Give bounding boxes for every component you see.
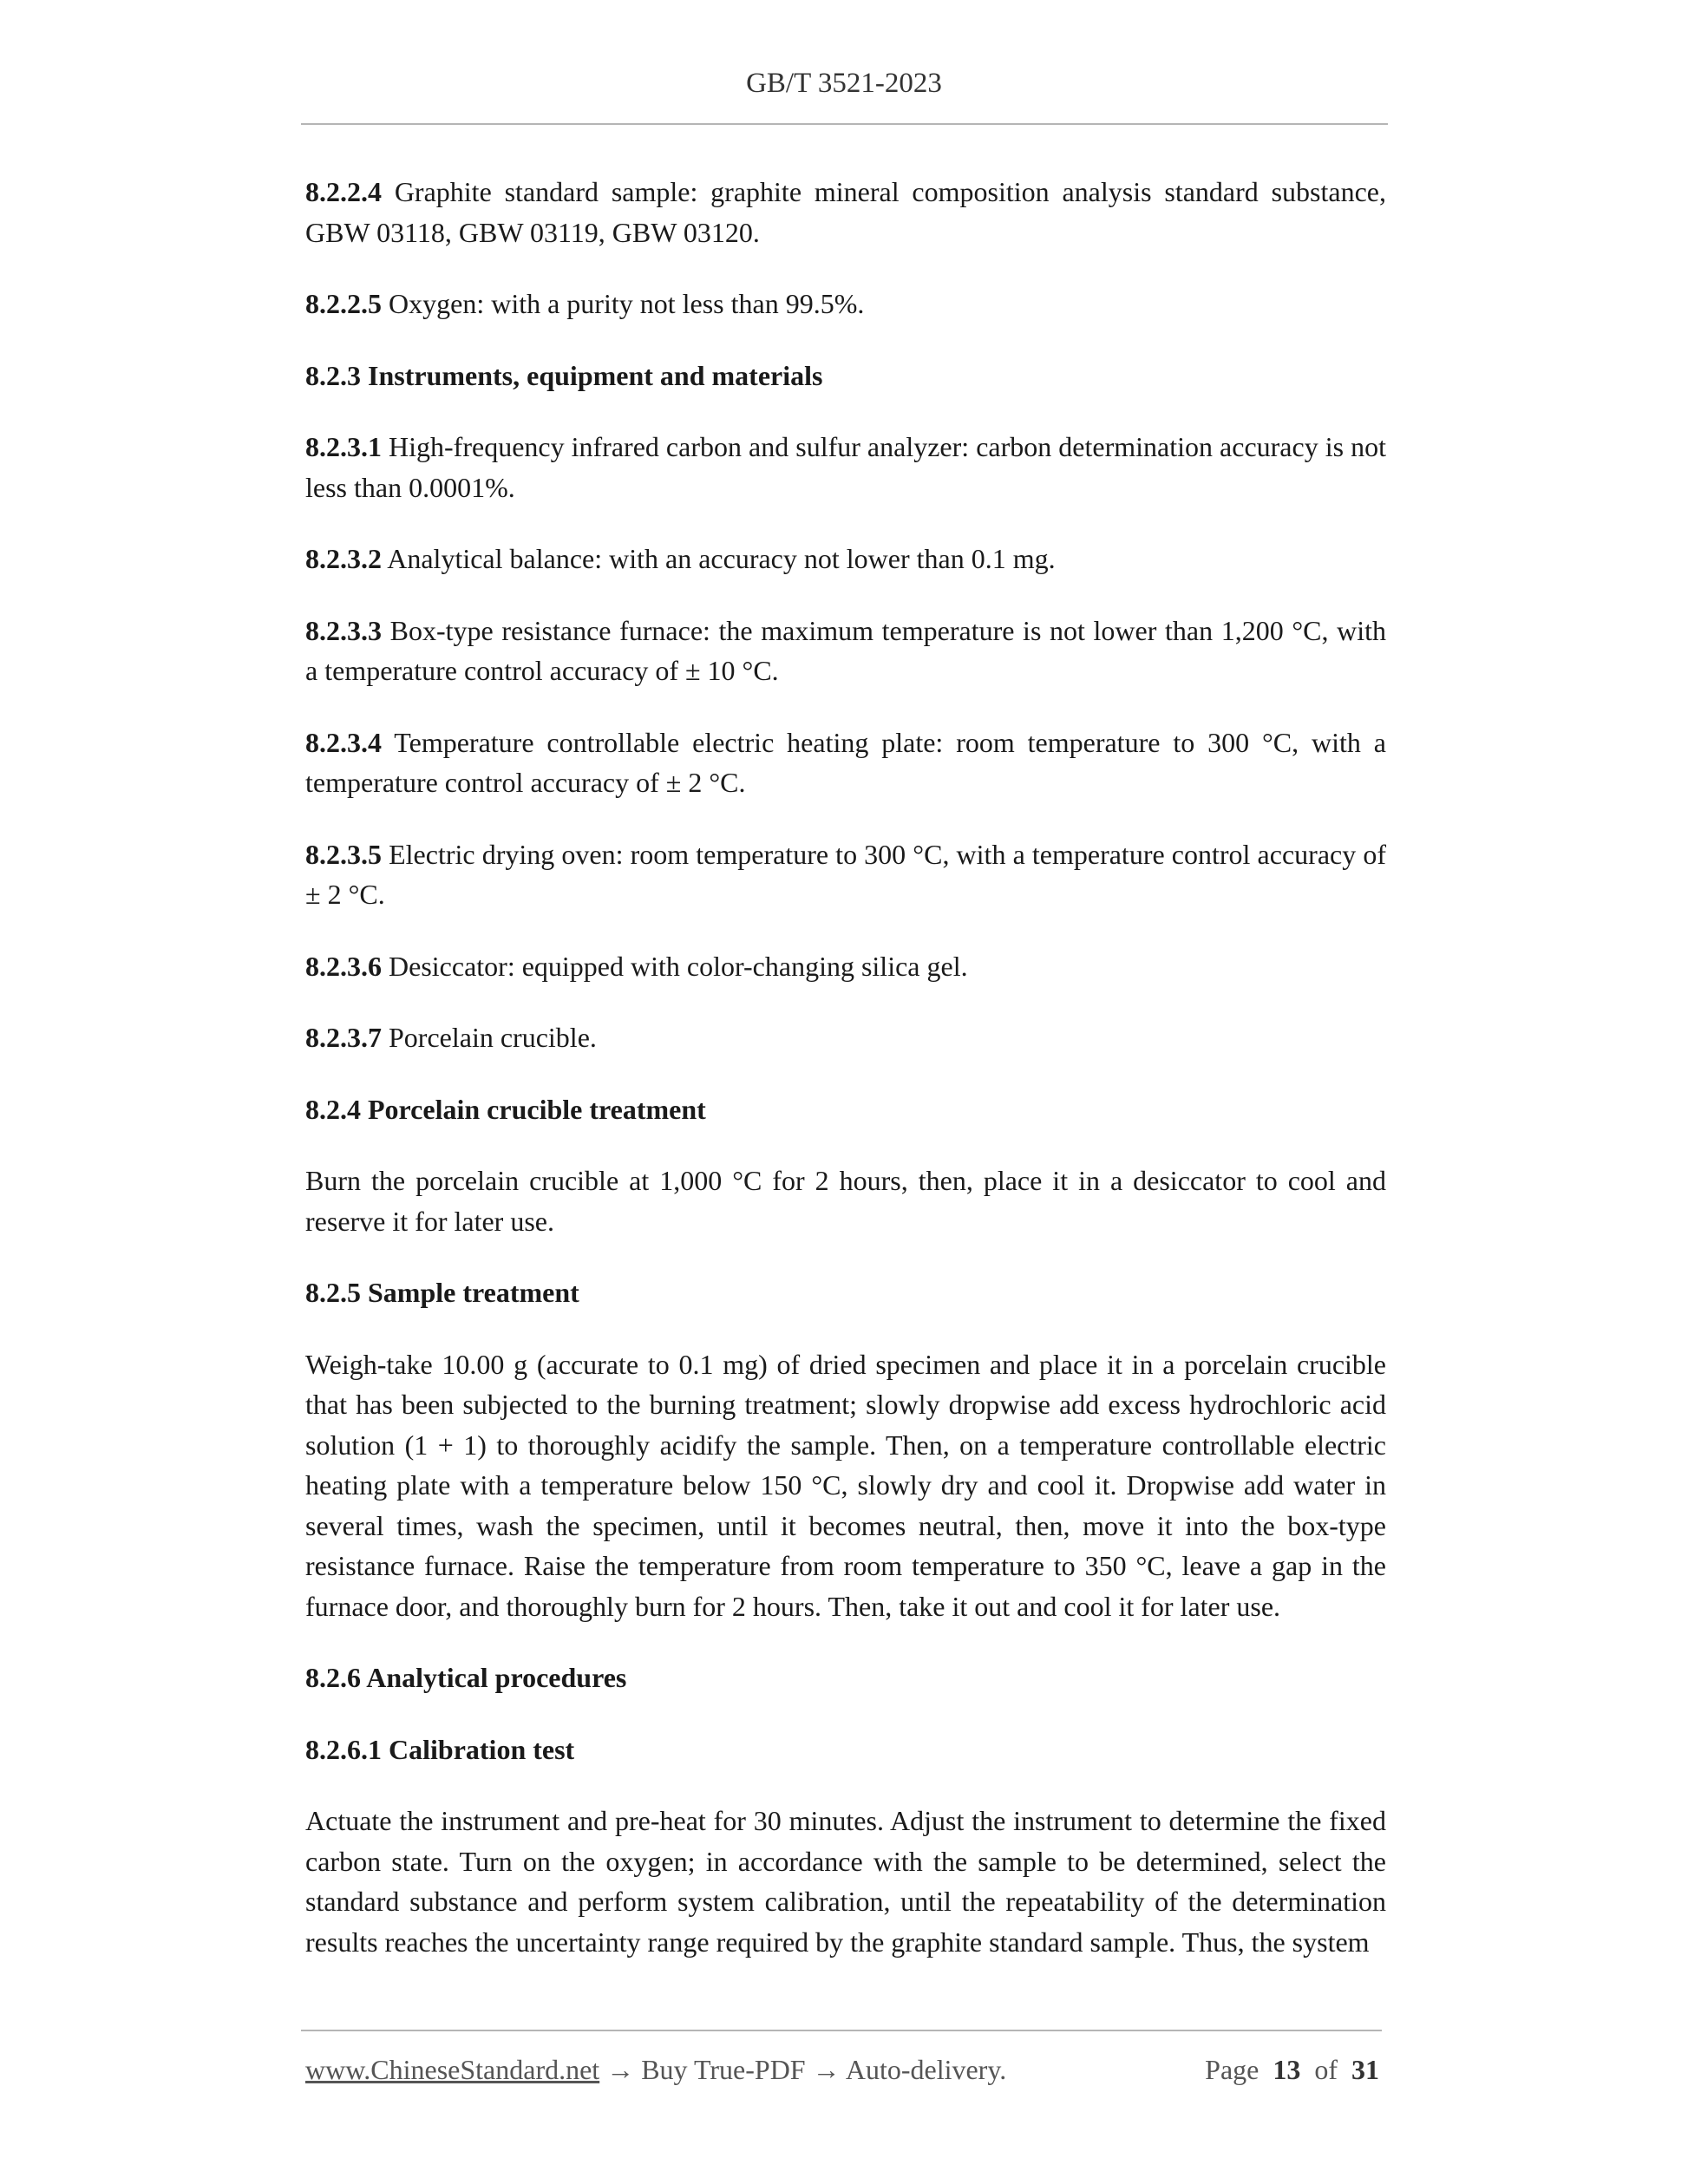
clause-text: Porcelain crucible. — [382, 1022, 597, 1053]
clause-number: 8.2.3.3 — [305, 614, 382, 646]
clause-number: 8.2.2.5 — [305, 288, 382, 319]
section-8-2-4-body: Burn the porcelain crucible at 1,000 °C for 2 hours, then, place it in a desiccator to cool and reserve it for later use. — [305, 1165, 1386, 1237]
clause-8-2-3-7 — [305, 1017, 1386, 1058]
clause-8-2-3-4 — [305, 723, 1386, 803]
section-heading-8-2-5: 8.2.5 Sample treatment — [305, 1277, 579, 1308]
page-content — [305, 172, 1386, 1993]
clause-text: Box-type resistance furnace: the maximum temperature is not lower than 1,200 °C, with a temperature control accuracy of ± 10 °C. — [305, 614, 1386, 686]
section-8-2-5-body: Weigh-take 10.00 g (accurate to 0.1 mg) of dried specimen and place it in a porcelain crucible that has been subjected to the burning treatment; slowly dropwise add excess hydrochloric acid solution (1 + 1) to thoroughly acidify the sample. Then, on a temperature controllable electric heating plate with a temperature below 150 °C, slowly dry and cool it. Dropwise add water in several times, wash the specimen, until it becomes neutral, then, move it into the box-type resistance furnace. Raise the temperature from room temperature to 350 °C, leave a gap in the furnace door, and thoroughly burn for 2 hours. Then, take it out and cool it for later use. — [305, 1348, 1386, 1622]
clause-8-2-3-5 — [305, 834, 1386, 915]
clause-8-2-2-4 — [305, 172, 1386, 252]
clause-number: 8.2.3.4 — [305, 726, 382, 758]
document-header-title: GB/T 3521-2023 — [746, 68, 942, 99]
clause-text: Oxygen: with a purity not less than 99.5%. — [382, 288, 865, 319]
clause-number: 8.2.3.6 — [305, 950, 382, 982]
page-current: 13 — [1273, 2054, 1301, 2085]
website-link[interactable]: www.ChineseStandard.net — [305, 2054, 600, 2085]
section-heading-8-2-3: 8.2.3 Instruments, equipment and materials — [305, 359, 823, 391]
footer-tagline: → Buy True-PDF → Auto-delivery. — [599, 2054, 1007, 2085]
page-label: Page — [1205, 2054, 1259, 2085]
header-divider — [301, 123, 1388, 125]
clause-text: Analytical balance: with an accuracy not lower than 0.1 mg. — [382, 543, 1056, 574]
footer-promo — [305, 2054, 1006, 2086]
clause-number: 8.2.3.5 — [305, 838, 382, 870]
page-footer — [305, 2054, 1379, 2086]
clause-number: 8.2.2.4 — [305, 176, 382, 207]
clause-8-2-3-6 — [305, 946, 1386, 987]
clause-number: 8.2.3.2 — [305, 543, 382, 574]
footer-divider — [301, 2030, 1382, 2031]
clause-text: Temperature controllable electric heating plate: room temperature to 300 °C, with a temperature control accuracy of ± 2 °C. — [305, 726, 1386, 798]
page-of-label: of — [1314, 2054, 1338, 2085]
page-indicator — [1205, 2054, 1379, 2086]
clause-8-2-3-3 — [305, 611, 1386, 691]
clause-8-2-3-1 — [305, 427, 1386, 507]
clause-text: Graphite standard sample: graphite mineral composition analysis standard substance, GBW 03118, GBW 03119, GBW 03120. — [305, 176, 1386, 248]
section-heading-8-2-6: 8.2.6 Analytical procedures — [305, 1662, 627, 1693]
page-total: 31 — [1351, 2054, 1379, 2085]
clause-number: 8.2.3.1 — [305, 431, 382, 462]
clause-8-2-2-5 — [305, 284, 1386, 324]
clause-8-2-3-2 — [305, 539, 1386, 579]
section-heading-8-2-6-1: 8.2.6.1 Calibration test — [305, 1733, 575, 1765]
section-8-2-6-1-body: Actuate the instrument and pre-heat for 30 minutes. Adjust the instrument to determine the fixed carbon state. Turn on the oxygen; in accordance with the sample to be determined, select the standard substance and perform system calibration, until the repeatability of the determination results reaches the uncertainty range required by the graphite standard sample. Thus, the system — [305, 1805, 1386, 1958]
clause-number: 8.2.3.7 — [305, 1022, 382, 1053]
clause-text: Desiccator: equipped with color-changing silica gel. — [382, 950, 968, 982]
clause-text: Electric drying oven: room temperature to 300 °C, with a temperature control accuracy of ± 2 °C. — [305, 838, 1386, 910]
section-heading-8-2-4: 8.2.4 Porcelain crucible treatment — [305, 1093, 706, 1125]
clause-text: High-frequency infrared carbon and sulfur analyzer: carbon determination accuracy is not less than 0.0001%. — [305, 431, 1386, 503]
